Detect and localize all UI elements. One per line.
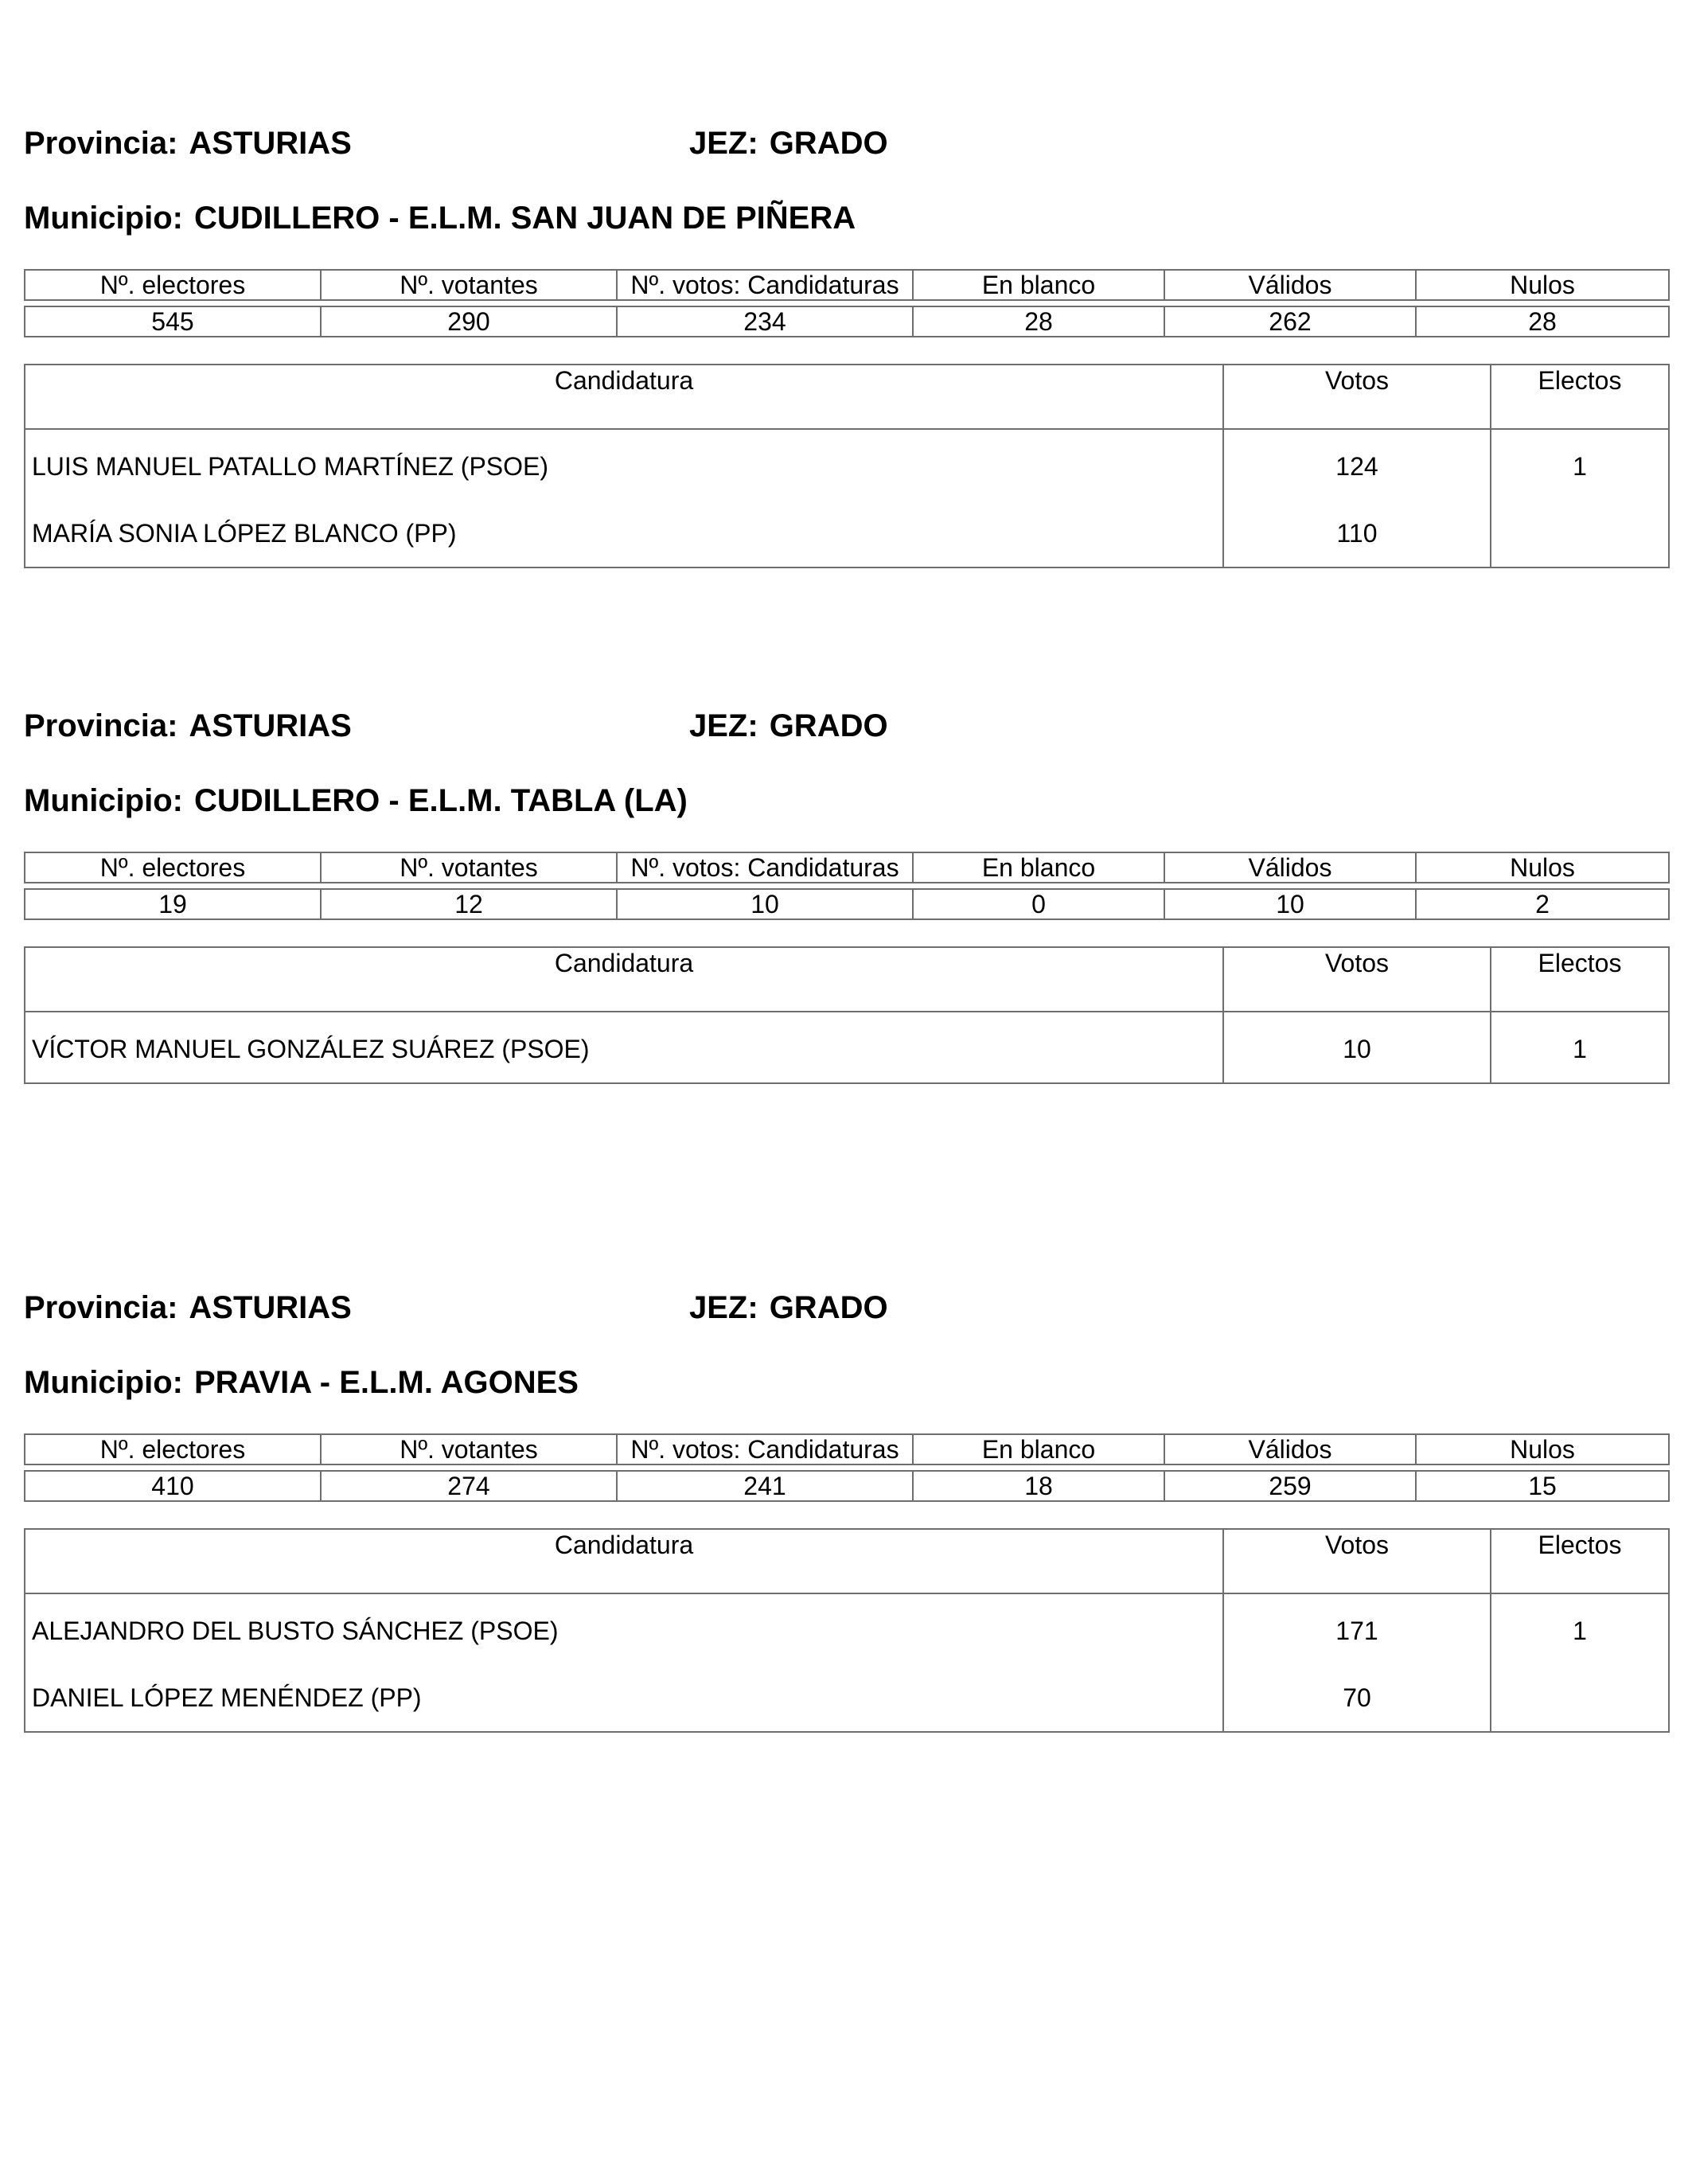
stats-header-row: [25, 270, 1669, 300]
stats-header-validos: Válidos: [1164, 1434, 1416, 1464]
stats-header-votantes: Nº. votantes: [321, 852, 617, 883]
stats-header-votos-candidaturas: Nº. votos: Candidaturas: [617, 1434, 913, 1464]
candidate-votos: 70: [1223, 1664, 1491, 1732]
jez-value: GRADO: [769, 126, 888, 161]
stats-votos-candidaturas: 234: [617, 306, 913, 337]
stats-header-votos-candidaturas: Nº. votos: Candidaturas: [617, 270, 913, 300]
municipio-label: Municipio:: [24, 201, 183, 236]
stats-validos: 259: [1164, 1471, 1416, 1501]
jez-line: [689, 708, 888, 744]
candidate-row: [25, 500, 1669, 567]
provincia-label: Provincia:: [24, 708, 178, 743]
candidate-row: [25, 1664, 1669, 1732]
provincia-label: Provincia:: [24, 126, 178, 161]
stats-header-electores: Nº. electores: [25, 852, 321, 883]
municipio-label: Municipio:: [24, 1365, 183, 1400]
municipio-label: Municipio:: [24, 783, 183, 818]
candidate-votos: 171: [1223, 1593, 1491, 1664]
stats-electores: 410: [25, 1471, 321, 1501]
stats-value-row: [25, 306, 1669, 337]
provincia-value: ASTURIAS: [189, 708, 352, 743]
stats-header-votos-candidaturas: Nº. votos: Candidaturas: [617, 852, 913, 883]
stats-votantes: 290: [321, 306, 617, 337]
stats-header-nulos: Nulos: [1416, 852, 1669, 883]
candidate-votos: 124: [1223, 429, 1491, 500]
header-electos: Electos: [1491, 947, 1669, 1012]
stats-value-row: [25, 1471, 1669, 1501]
candidate-electos: 1: [1491, 1593, 1669, 1664]
candidate-votos: 10: [1223, 1012, 1491, 1083]
stats-header-en-blanco: En blanco: [913, 852, 1164, 883]
municipio-value: PRAVIA - E.L.M. AGONES: [193, 1365, 579, 1400]
candidate-name: DANIEL LÓPEZ MENÉNDEZ (PP): [25, 1664, 1223, 1732]
section-2: [24, 708, 1668, 1266]
header-candidatura: Candidatura: [25, 1529, 1223, 1593]
stats-table: [24, 852, 1670, 920]
candidate-row: [25, 1593, 1669, 1664]
candidate-electos: [1491, 500, 1669, 567]
header-candidatura: Candidatura: [25, 947, 1223, 1012]
provincia-value: ASTURIAS: [189, 126, 352, 161]
stats-nulos: 2: [1416, 889, 1669, 919]
stats-header-nulos: Nulos: [1416, 1434, 1669, 1464]
provincia-label: Provincia:: [24, 1290, 178, 1325]
candidates-header-row: [25, 365, 1669, 429]
header-electos: Electos: [1491, 1529, 1669, 1593]
candidate-name: MARÍA SONIA LÓPEZ BLANCO (PP): [25, 500, 1223, 567]
candidates-header-row: [25, 1529, 1669, 1593]
stats-electores: 19: [25, 889, 321, 919]
municipio-line: [24, 783, 688, 819]
provincia-line: [24, 1290, 352, 1326]
provincia-line: [24, 708, 352, 744]
stats-validos: 10: [1164, 889, 1416, 919]
stats-header-electores: Nº. electores: [25, 1434, 321, 1464]
stats-header-validos: Válidos: [1164, 852, 1416, 883]
candidate-electos: 1: [1491, 429, 1669, 500]
candidates-header-row: [25, 947, 1669, 1012]
stats-nulos: 28: [1416, 306, 1669, 337]
stats-header-row: [25, 852, 1669, 883]
stats-table: [24, 1433, 1670, 1502]
stats-value-row: [25, 889, 1669, 919]
municipio-line: [24, 1365, 579, 1401]
municipio-value: CUDILLERO - E.L.M. TABLA (LA): [193, 783, 688, 818]
stats-en-blanco: 28: [913, 306, 1164, 337]
stats-votos-candidaturas: 241: [617, 1471, 913, 1501]
header-votos: Votos: [1223, 947, 1491, 1012]
stats-header-validos: Válidos: [1164, 270, 1416, 300]
stats-en-blanco: 18: [913, 1471, 1164, 1501]
candidate-name: LUIS MANUEL PATALLO MARTÍNEZ (PSOE): [25, 429, 1223, 500]
stats-header-votantes: Nº. votantes: [321, 1434, 617, 1464]
stats-header-nulos: Nulos: [1416, 270, 1669, 300]
candidate-row: [25, 1012, 1669, 1083]
jez-label: JEZ:: [689, 126, 758, 161]
stats-votantes: 12: [321, 889, 617, 919]
header-votos: Votos: [1223, 365, 1491, 429]
jez-value: GRADO: [769, 1290, 888, 1325]
jez-label: JEZ:: [689, 708, 758, 743]
stats-header-row: [25, 1434, 1669, 1464]
candidates-table: [24, 946, 1670, 1084]
stats-table: [24, 269, 1670, 337]
header-electos: Electos: [1491, 365, 1669, 429]
jez-line: [689, 1290, 888, 1326]
candidate-name: ALEJANDRO DEL BUSTO SÁNCHEZ (PSOE): [25, 1593, 1223, 1664]
stats-header-votantes: Nº. votantes: [321, 270, 617, 300]
stats-header-en-blanco: En blanco: [913, 270, 1164, 300]
stats-electores: 545: [25, 306, 321, 337]
candidates-table: [24, 364, 1670, 568]
candidate-name: VÍCTOR MANUEL GONZÁLEZ SUÁREZ (PSOE): [25, 1012, 1223, 1083]
candidates-table: [24, 1528, 1670, 1733]
candidate-electos: [1491, 1664, 1669, 1732]
section-3: [24, 1290, 1668, 1847]
header-votos: Votos: [1223, 1529, 1491, 1593]
stats-votantes: 274: [321, 1471, 617, 1501]
stats-en-blanco: 0: [913, 889, 1164, 919]
municipio-value: CUDILLERO - E.L.M. SAN JUAN DE PIÑERA: [193, 201, 856, 236]
candidate-electos: 1: [1491, 1012, 1669, 1083]
stats-validos: 262: [1164, 306, 1416, 337]
candidate-votos: 110: [1223, 500, 1491, 567]
provincia-line: [24, 126, 352, 162]
provincia-value: ASTURIAS: [189, 1290, 352, 1325]
stats-header-electores: Nº. electores: [25, 270, 321, 300]
header-candidatura: Candidatura: [25, 365, 1223, 429]
jez-label: JEZ:: [689, 1290, 758, 1325]
municipio-line: [24, 201, 856, 236]
jez-line: [689, 126, 888, 162]
section-1: [24, 126, 1668, 683]
stats-votos-candidaturas: 10: [617, 889, 913, 919]
stats-header-en-blanco: En blanco: [913, 1434, 1164, 1464]
jez-value: GRADO: [769, 708, 888, 743]
stats-nulos: 15: [1416, 1471, 1669, 1501]
candidate-row: [25, 429, 1669, 500]
